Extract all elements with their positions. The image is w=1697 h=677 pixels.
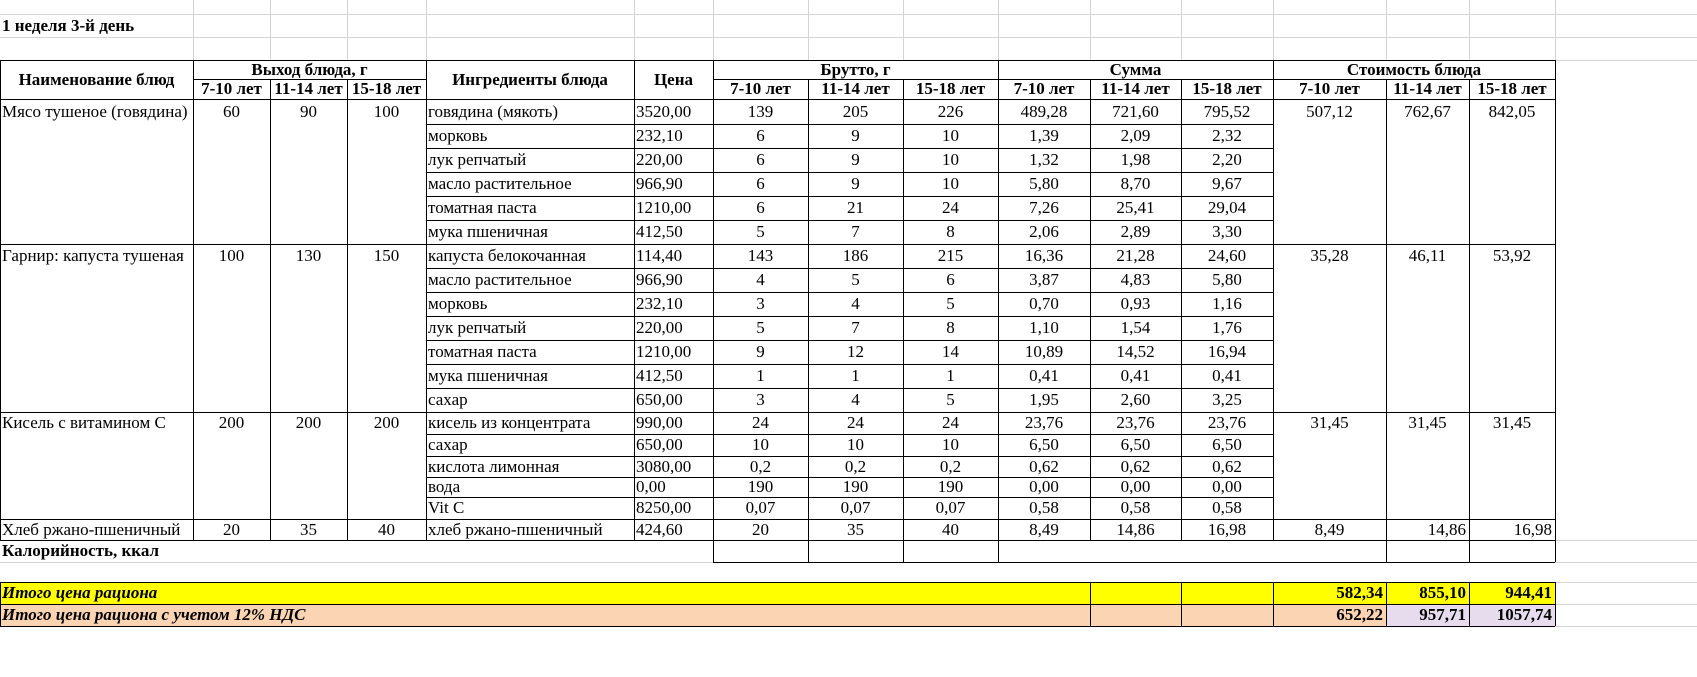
dish-cost: 53,92 bbox=[1492, 246, 1532, 265]
ingredient-sum: 0,62 bbox=[1029, 457, 1059, 476]
ingredient-brutto: 190 bbox=[842, 477, 869, 496]
ingredient-sum: 10,89 bbox=[1024, 342, 1064, 361]
header-age: 11-14 лет bbox=[821, 79, 890, 98]
grid-line bbox=[1386, 0, 1387, 60]
grid-line bbox=[426, 60, 427, 540]
dish-cost: 31,45 bbox=[1310, 413, 1349, 432]
totals-label: Итого цена рациона bbox=[2, 583, 158, 602]
dish-name: Мясо тушеное (говядина) bbox=[2, 102, 188, 121]
ingredient-name: сахар bbox=[428, 435, 468, 454]
grid-line bbox=[426, 434, 1273, 435]
ingredient-price: 966,90 bbox=[636, 174, 683, 193]
ingredient-brutto: 10 bbox=[942, 174, 959, 193]
grid-line bbox=[426, 497, 1273, 498]
grid-line bbox=[0, 582, 1, 626]
ingredient-sum: 2,20 bbox=[1212, 150, 1242, 169]
header-age: 7-10 лет bbox=[1299, 79, 1360, 98]
ingredient-brutto: 9 bbox=[756, 342, 765, 361]
grid-line bbox=[426, 220, 1273, 221]
grid-line bbox=[0, 60, 1555, 61]
ingredient-name: томатная паста bbox=[428, 198, 537, 217]
header-output: Выход блюда, г bbox=[251, 60, 368, 79]
grid-line bbox=[713, 0, 714, 60]
ingredient-sum: 16,98 bbox=[1207, 520, 1247, 539]
ingredient-brutto: 10 bbox=[942, 435, 959, 454]
ingredient-sum: 8,49 bbox=[1029, 520, 1059, 539]
header-age: 11-14 лет bbox=[274, 79, 343, 98]
header-cost: Стоимость блюда bbox=[1346, 60, 1482, 79]
grid-line bbox=[1469, 79, 1470, 540]
grid-line bbox=[1555, 582, 1556, 626]
ingredient-brutto: 10 bbox=[847, 435, 864, 454]
ingredient-price: 650,00 bbox=[636, 435, 683, 454]
ingredient-brutto: 8 bbox=[946, 318, 955, 337]
ingredient-brutto: 24 bbox=[752, 413, 769, 432]
dish-cost: 35,28 bbox=[1310, 246, 1349, 265]
ingredient-brutto: 215 bbox=[937, 246, 964, 265]
grid-line bbox=[426, 268, 1273, 269]
ingredient-brutto: 10 bbox=[942, 126, 959, 145]
grid-line bbox=[903, 79, 904, 540]
ingredient-price: 3520,00 bbox=[636, 102, 692, 121]
ingredient-brutto: 20 bbox=[752, 520, 769, 539]
dish-cost: 31,45 bbox=[1492, 413, 1532, 432]
ingredient-brutto: 9 bbox=[851, 150, 860, 169]
ingredient-sum: 1,98 bbox=[1120, 150, 1151, 169]
header-age: 7-10 лет bbox=[1013, 79, 1075, 98]
ingredient-sum: 2,06 bbox=[1029, 222, 1059, 241]
dish-output: 100 bbox=[373, 102, 400, 121]
ingredient-sum: 0,00 bbox=[1029, 477, 1059, 496]
totals-vat-value: 652,22 bbox=[1336, 605, 1383, 624]
header-age: 15-18 лет bbox=[351, 79, 422, 98]
totals-vat-value: 957,71 bbox=[1419, 605, 1466, 624]
grid-line bbox=[426, 148, 1273, 149]
calories-label: Калорийность, ккал bbox=[2, 541, 160, 560]
ingredient-price: 232,10 bbox=[636, 126, 683, 145]
dish-output: 200 bbox=[218, 413, 245, 432]
dish-cost: 16,98 bbox=[1513, 520, 1552, 539]
ingredient-brutto: 6 bbox=[756, 174, 765, 193]
ingredient-sum: 1,32 bbox=[1029, 150, 1059, 169]
header-name: Наименование блюд bbox=[18, 70, 175, 89]
ingredient-brutto: 1 bbox=[851, 366, 860, 385]
ingredient-name: мука пшеничная bbox=[428, 366, 548, 385]
ingredient-brutto: 143 bbox=[747, 246, 774, 265]
ingredient-brutto: 10 bbox=[752, 435, 769, 454]
ingredient-brutto: 35 bbox=[847, 520, 864, 539]
grid-line bbox=[713, 562, 1555, 563]
dish-output: 20 bbox=[223, 520, 240, 539]
ingredient-price: 114,40 bbox=[636, 246, 683, 265]
dish-output: 40 bbox=[378, 520, 395, 539]
dish-cost: 762,67 bbox=[1404, 102, 1451, 121]
grid-line bbox=[426, 316, 1273, 317]
ingredient-sum: 25,41 bbox=[1116, 198, 1155, 217]
ingredient-brutto: 205 bbox=[842, 102, 869, 121]
grid-line bbox=[1273, 0, 1274, 60]
ingredient-sum: 0,58 bbox=[1212, 498, 1242, 517]
ingredient-brutto: 4 bbox=[756, 270, 765, 289]
ingredient-sum: 3,87 bbox=[1029, 270, 1059, 289]
ingredient-sum: 0,00 bbox=[1212, 477, 1242, 496]
ingredient-brutto: 10 bbox=[942, 150, 959, 169]
grid-line bbox=[1090, 79, 1091, 540]
ingredient-sum: 1,39 bbox=[1029, 126, 1059, 145]
ingredient-sum: 1,54 bbox=[1120, 318, 1151, 337]
grid-line bbox=[426, 196, 1273, 197]
ingredient-brutto: 3 bbox=[756, 390, 765, 409]
ingredient-price: 412,50 bbox=[636, 222, 683, 241]
grid-line bbox=[808, 540, 809, 562]
ingredient-sum: 795,52 bbox=[1203, 102, 1251, 121]
ingredient-sum: 24,60 bbox=[1207, 246, 1247, 265]
ingredient-name: кислота лимонная bbox=[428, 457, 560, 476]
grid-line bbox=[0, 244, 1555, 245]
grid-line bbox=[426, 477, 1273, 478]
ingredient-sum: 23,76 bbox=[1116, 413, 1155, 432]
ingredient-sum: 2,32 bbox=[1212, 126, 1242, 145]
grid-line bbox=[426, 172, 1273, 173]
ingredient-sum: 3,30 bbox=[1212, 222, 1242, 241]
ingredient-name: масло растительное bbox=[428, 270, 572, 289]
ingredient-brutto: 7 bbox=[851, 222, 860, 241]
sheet-title: 1 неделя 3-й день bbox=[2, 16, 135, 35]
ingredient-brutto: 5 bbox=[756, 318, 765, 337]
ingredient-sum: 23,76 bbox=[1207, 413, 1247, 432]
grid-line bbox=[426, 124, 1273, 125]
totals-vat-value: 1057,74 bbox=[1496, 605, 1552, 624]
header-age: 15-18 лет bbox=[1477, 79, 1547, 98]
ingredient-price: 232,10 bbox=[636, 294, 683, 313]
ingredient-name: лук репчатый bbox=[428, 150, 527, 169]
ingredient-sum: 6,50 bbox=[1029, 435, 1059, 454]
ingredient-brutto: 9 bbox=[851, 174, 860, 193]
header-age: 15-18 лет bbox=[915, 79, 986, 98]
grid-line bbox=[903, 0, 904, 60]
ingredient-sum: 14,86 bbox=[1116, 520, 1155, 539]
ingredient-brutto: 4 bbox=[851, 294, 860, 313]
ingredient-sum: 0,41 bbox=[1029, 366, 1059, 385]
ingredient-brutto: 190 bbox=[747, 477, 774, 496]
grid-line bbox=[1273, 582, 1274, 626]
ingredient-sum: 0,70 bbox=[1029, 294, 1059, 313]
ingredient-brutto: 24 bbox=[847, 413, 864, 432]
ingredient-sum: 0,93 bbox=[1120, 294, 1151, 313]
ingredient-sum: 16,36 bbox=[1024, 246, 1064, 265]
grid-line bbox=[1386, 79, 1387, 540]
ingredient-name: морковь bbox=[428, 294, 488, 313]
ingredient-name: лук репчатый bbox=[428, 318, 527, 337]
dish-cost: 8,49 bbox=[1314, 520, 1345, 539]
ingredient-brutto: 186 bbox=[842, 246, 869, 265]
ingredient-price: 990,00 bbox=[636, 413, 683, 432]
grid-line bbox=[426, 340, 1273, 341]
ingredient-sum: 4,83 bbox=[1120, 270, 1151, 289]
ingredient-price: 220,00 bbox=[636, 150, 683, 169]
ingredient-brutto: 4 bbox=[851, 390, 860, 409]
ingredient-name: кисель из концентрата bbox=[428, 413, 591, 432]
ingredient-sum: 0,58 bbox=[1029, 498, 1059, 517]
ingredient-name: морковь bbox=[428, 126, 488, 145]
ingredient-brutto: 24 bbox=[942, 198, 959, 217]
ingredient-brutto: 0,07 bbox=[745, 498, 776, 517]
grid-line bbox=[0, 582, 1555, 583]
grid-line bbox=[426, 456, 1273, 457]
grid-line bbox=[426, 0, 427, 60]
grid-line bbox=[998, 540, 999, 562]
ingredient-sum: 5,80 bbox=[1212, 270, 1242, 289]
header-age: 7-10 лет bbox=[730, 79, 791, 98]
ingredient-sum: 1,95 bbox=[1029, 390, 1059, 409]
ingredient-brutto: 0,07 bbox=[840, 498, 871, 517]
ingredient-brutto: 5 bbox=[851, 270, 860, 289]
grid-line bbox=[713, 540, 714, 562]
ingredient-brutto: 14 bbox=[942, 342, 959, 361]
ingredient-sum: 2,89 bbox=[1120, 222, 1151, 241]
header-age: 7-10 лет bbox=[201, 79, 262, 98]
ingredient-brutto: 0,2 bbox=[939, 457, 962, 476]
ingredient-price: 424,60 bbox=[636, 520, 683, 539]
grid-line bbox=[426, 292, 1273, 293]
ingredient-brutto: 1 bbox=[756, 366, 765, 385]
ingredient-brutto: 190 bbox=[937, 477, 964, 496]
dish-output: 60 bbox=[223, 102, 240, 121]
header-age: 11-14 лет bbox=[1393, 79, 1462, 98]
dish-output: 130 bbox=[295, 246, 322, 265]
grid-line bbox=[270, 79, 271, 540]
ingredient-sum: 29,04 bbox=[1207, 198, 1247, 217]
ingredient-brutto: 24 bbox=[942, 413, 959, 432]
header-age: 11-14 лет bbox=[1101, 79, 1170, 98]
header-price: Цена bbox=[653, 70, 694, 89]
ingredient-brutto: 40 bbox=[942, 520, 959, 539]
grid-line bbox=[713, 79, 1555, 80]
header-age: 15-18 лет bbox=[1192, 79, 1262, 98]
grid-line bbox=[1181, 0, 1182, 60]
totals-value: 582,34 bbox=[1336, 583, 1383, 602]
grid-line bbox=[1555, 60, 1556, 540]
ingredient-brutto: 5 bbox=[946, 390, 955, 409]
grid-line bbox=[903, 540, 904, 562]
ingredient-brutto: 139 bbox=[747, 102, 774, 121]
ingredient-brutto: 6 bbox=[756, 126, 765, 145]
dish-name: Гарнир: капуста тушеная bbox=[2, 246, 184, 265]
header-brutto: Брутто, г bbox=[820, 60, 891, 79]
ingredient-brutto: 6 bbox=[946, 270, 955, 289]
dish-output: 200 bbox=[295, 413, 322, 432]
ingredient-brutto: 1 bbox=[946, 366, 955, 385]
grid-line bbox=[0, 604, 1555, 605]
totals-value: 944,41 bbox=[1505, 583, 1552, 602]
ingredient-sum: 1,10 bbox=[1029, 318, 1059, 337]
grid-line bbox=[0, 519, 1555, 520]
grid-line bbox=[347, 79, 348, 540]
dish-cost: 842,05 bbox=[1488, 102, 1536, 121]
grid-line bbox=[1386, 540, 1387, 562]
ingredient-brutto: 6 bbox=[756, 150, 765, 169]
ingredient-name: вода bbox=[428, 477, 461, 496]
ingredient-price: 8250,00 bbox=[636, 498, 692, 517]
ingredient-price: 966,90 bbox=[636, 270, 683, 289]
totals-vat-label: Итого цена рациона с учетом 12% НДС bbox=[2, 605, 306, 624]
grid-line bbox=[0, 99, 1555, 100]
dish-name: Кисель с витамином С bbox=[2, 413, 166, 432]
ingredient-sum: 6,50 bbox=[1120, 435, 1151, 454]
totals-value: 855,10 bbox=[1419, 583, 1466, 602]
dish-cost: 46,11 bbox=[1408, 246, 1447, 265]
ingredient-brutto: 3 bbox=[756, 294, 765, 313]
ingredient-name: сахар bbox=[428, 390, 468, 409]
dish-output: 90 bbox=[300, 102, 317, 121]
ingredient-name: Vit C bbox=[428, 498, 465, 517]
ingredient-sum: 0,58 bbox=[1120, 498, 1151, 517]
grid-line bbox=[1555, 0, 1556, 60]
ingredient-sum: 721,60 bbox=[1112, 102, 1159, 121]
ingredient-sum: 2,60 bbox=[1120, 390, 1151, 409]
grid-line bbox=[1090, 0, 1091, 60]
grid-line bbox=[1090, 582, 1091, 626]
ingredient-brutto: 0,07 bbox=[935, 498, 966, 517]
ingredient-price: 3080,00 bbox=[636, 457, 692, 476]
grid-line bbox=[1181, 79, 1182, 540]
ingredient-sum: 16,94 bbox=[1207, 342, 1247, 361]
dish-output: 200 bbox=[373, 413, 400, 432]
ingredient-price: 1210,00 bbox=[636, 198, 692, 217]
ingredient-sum: 3,25 bbox=[1212, 390, 1242, 409]
grid-line bbox=[0, 626, 1555, 627]
ingredient-sum: 1,16 bbox=[1212, 294, 1242, 313]
ingredient-price: 412,50 bbox=[636, 366, 683, 385]
ingredient-sum: 8,70 bbox=[1120, 174, 1151, 193]
grid-line bbox=[1469, 582, 1470, 626]
ingredient-sum: 489,28 bbox=[1020, 102, 1068, 121]
grid-line bbox=[426, 364, 1273, 365]
grid-line bbox=[193, 60, 194, 540]
ingredient-brutto: 5 bbox=[756, 222, 765, 241]
ingredient-price: 650,00 bbox=[636, 390, 683, 409]
ingredient-sum: 0,62 bbox=[1120, 457, 1151, 476]
grid-line bbox=[808, 79, 809, 540]
ingredient-sum: 6,50 bbox=[1212, 435, 1242, 454]
ingredient-sum: 14,52 bbox=[1116, 342, 1155, 361]
grid-line bbox=[1386, 582, 1387, 626]
ingredient-price: 0,00 bbox=[636, 477, 666, 496]
ingredient-brutto: 21 bbox=[847, 198, 864, 217]
grid-line bbox=[808, 0, 809, 60]
ingredient-sum: 0,00 bbox=[1120, 477, 1151, 496]
grid-line bbox=[0, 412, 1555, 413]
ingredient-sum: 2,09 bbox=[1120, 126, 1151, 145]
grid-line bbox=[998, 60, 999, 540]
ingredient-brutto: 12 bbox=[847, 342, 864, 361]
ingredient-brutto: 9 bbox=[851, 126, 860, 145]
grid-line bbox=[1181, 582, 1182, 626]
ingredient-brutto: 7 bbox=[851, 318, 860, 337]
ingredient-sum: 7,26 bbox=[1029, 198, 1059, 217]
ingredient-sum: 1,76 bbox=[1212, 318, 1242, 337]
grid-line bbox=[1469, 540, 1470, 562]
ingredient-sum: 0,41 bbox=[1212, 366, 1242, 385]
ingredient-brutto: 8 bbox=[946, 222, 955, 241]
ingredient-sum: 23,76 bbox=[1024, 413, 1064, 432]
dish-output: 150 bbox=[373, 246, 400, 265]
ingredient-brutto: 0,2 bbox=[749, 457, 772, 476]
ingredient-price: 1210,00 bbox=[636, 342, 692, 361]
ingredient-name: мука пшеничная bbox=[428, 222, 548, 241]
dish-output: 100 bbox=[218, 246, 245, 265]
ingredient-brutto: 0,2 bbox=[844, 457, 867, 476]
grid-line bbox=[634, 60, 635, 540]
dish-cost: 14,86 bbox=[1427, 520, 1466, 539]
ingredient-name: хлеб ржано-пшеничный bbox=[428, 520, 603, 539]
ingredient-name: капуста белокочанная bbox=[428, 246, 586, 265]
grid-line bbox=[634, 0, 635, 60]
dish-name: Хлеб ржано-пшеничный bbox=[2, 520, 181, 539]
grid-line bbox=[0, 60, 1, 540]
grid-line bbox=[1469, 0, 1470, 60]
grid-line bbox=[998, 0, 999, 60]
dish-cost: 31,45 bbox=[1408, 413, 1447, 432]
dish-output: 35 bbox=[300, 520, 317, 539]
ingredient-price: 220,00 bbox=[636, 318, 683, 337]
ingredient-brutto: 226 bbox=[937, 102, 964, 121]
dish-cost: 507,12 bbox=[1306, 102, 1353, 121]
header-sum: Сумма bbox=[1109, 60, 1162, 79]
ingredient-brutto: 6 bbox=[756, 198, 765, 217]
ingredient-name: томатная паста bbox=[428, 342, 537, 361]
grid-line bbox=[713, 60, 714, 540]
grid-line bbox=[193, 79, 426, 80]
grid-line bbox=[1273, 60, 1274, 540]
ingredient-name: масло растительное bbox=[428, 174, 572, 193]
ingredient-sum: 5,80 bbox=[1029, 174, 1059, 193]
header-ingredients: Ингредиенты блюда bbox=[452, 70, 608, 89]
ingredient-name: говядина (мякоть) bbox=[428, 102, 559, 121]
grid-line bbox=[1555, 540, 1556, 562]
ingredient-sum: 0,62 bbox=[1212, 457, 1242, 476]
ingredient-sum: 21,28 bbox=[1116, 246, 1155, 265]
ingredient-sum: 0,41 bbox=[1120, 366, 1151, 385]
grid-line bbox=[426, 388, 1273, 389]
grid-line bbox=[0, 37, 1697, 38]
ingredient-brutto: 5 bbox=[946, 294, 955, 313]
ingredient-sum: 9,67 bbox=[1212, 174, 1242, 193]
